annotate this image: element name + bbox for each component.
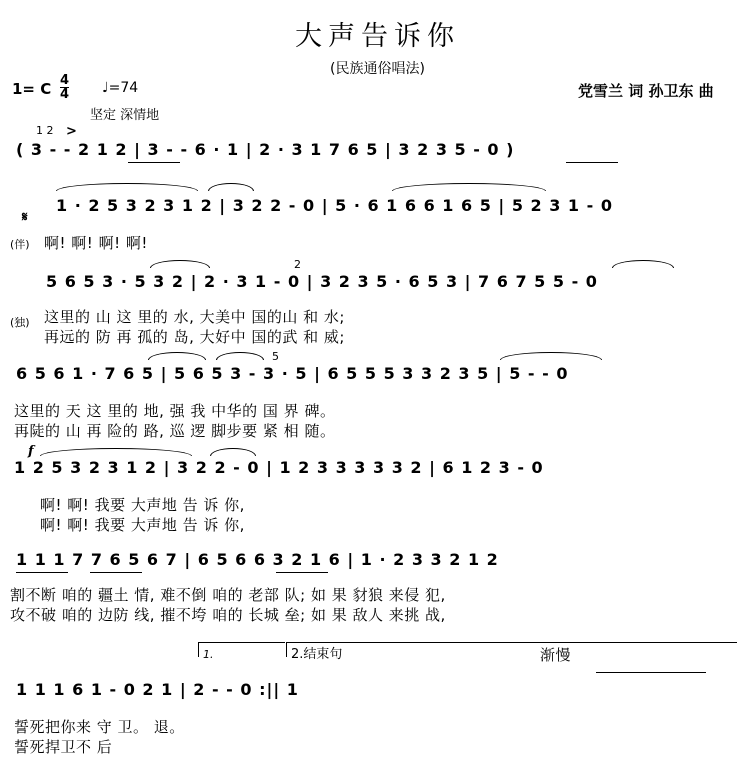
lyric-line: 啊! 啊! 我要 大声地 告 诉 你,	[40, 496, 245, 514]
notes-system-3: 5 6 5 3 · 5 3 2 | 2 · 3 1 - 0 | 3 2 3 5 · 6 5 3 | 7 6 7 5 5 - 0	[46, 272, 598, 291]
meter-top: 4	[60, 73, 70, 88]
slur	[56, 183, 198, 191]
volta-second-label: 2.结束句	[291, 647, 343, 662]
meter-bottom: 4	[60, 87, 70, 102]
notes-system-5: 1 2 5 3 2 3 1 2 | 3 2 2 - 0 | 1 2 3 3 3 3 3 2 | 6 1 2 3 - 0	[14, 458, 544, 477]
lyric-line: 啊! 啊! 啊! 啊!	[44, 234, 148, 252]
slur	[392, 183, 546, 191]
beam	[566, 162, 618, 163]
volta-first	[198, 642, 285, 661]
song-subtitle: (民族通俗唱法)	[330, 61, 425, 77]
time-signature	[60, 74, 69, 101]
lyric-line: 誓死捍卫不 后	[14, 738, 113, 756]
song-title: 大声告诉你	[295, 21, 460, 52]
beam	[90, 572, 142, 573]
slur	[500, 352, 602, 360]
beam	[16, 572, 68, 573]
credits: 党雪兰 词 孙卫东 曲	[578, 82, 714, 100]
lyric-line: 割不断 咱的 疆土 情, 难不倒 咱的 老部 队; 如 果 豺狼 来侵 犯,	[10, 586, 446, 604]
key-signature: 1= C	[12, 80, 52, 98]
grace-notes: 2	[294, 258, 301, 271]
slur	[216, 352, 264, 360]
lyric-line: 再陡的 山 再 险的 路, 巡 逻 脚步要 紧 相 随。	[14, 422, 336, 440]
notes-system-6: 1 1 1 7 7 6 5 6 7 | 6 5 6 6 3 2 1 6 | 1 · 2 3 3 2 1 2	[16, 550, 499, 569]
lyric-line: 再远的 防 再 孤的 岛, 大好中 国的武 和 威;	[44, 328, 345, 346]
ritardando-mark: 渐慢	[540, 646, 572, 664]
volta-second	[286, 642, 737, 662]
slur	[150, 260, 210, 268]
lyric-line: 啊! 啊! 我要 大声地 告 诉 你,	[40, 516, 245, 534]
beam	[128, 162, 180, 163]
lyric-line: 誓死把你来 守 卫。 退。	[14, 718, 185, 736]
slur	[208, 183, 254, 191]
grace-notes: 1 2	[36, 124, 54, 137]
dynamic-forte: f	[28, 444, 34, 459]
volta-first-label: 1.	[203, 648, 214, 661]
notes-system-4: 6 5 6 1 · 7 6 5 | 5 6 5 3 - 3 · 5 | 6 5 5 5 3 3 2 3 5 | 5 - - 0	[16, 364, 569, 383]
lyric-label: (伴)	[10, 238, 30, 251]
accent-mark: >	[66, 124, 77, 139]
notes-system-7: 1 1 1 6 1 - 0 2 1 | 2 - - 0 :|| 1	[16, 680, 299, 699]
lyric-label: (独)	[10, 316, 30, 329]
grace-notes: 5	[272, 350, 279, 363]
lyric-line: 这里的 山 这 里的 水, 大美中 国的山 和 水;	[44, 308, 345, 326]
slur	[40, 448, 192, 456]
expression-mark: 坚定 深情地	[90, 108, 160, 123]
tempo-mark: ♩=74	[102, 80, 139, 96]
slur	[210, 448, 256, 456]
beam	[276, 572, 328, 573]
notes-system-2: 1 · 2 5 3 2 3 1 2 | 3 2 2 - 0 | 5 · 6 1 6 6 1 6 5 | 5 2 3 1 - 0	[56, 196, 613, 215]
lyric-line: 这里的 天 这 里的 地, 强 我 中华的 国 界 碑。	[14, 402, 336, 420]
slur	[612, 260, 674, 268]
lyric-line: 攻不破 咱的 边防 线, 摧不垮 咱的 长城 垒; 如 果 敌人 来挑 战,	[10, 606, 446, 624]
segno-mark: 𝄋	[22, 210, 28, 225]
slur	[148, 352, 206, 360]
tie-line	[596, 672, 706, 673]
notes-system-1: ( 3 - - 2 1 2 | 3 - - 6 · 1 | 2 · 3 1 7 6 5 | 3 2 3 5 - 0 )	[16, 140, 515, 159]
